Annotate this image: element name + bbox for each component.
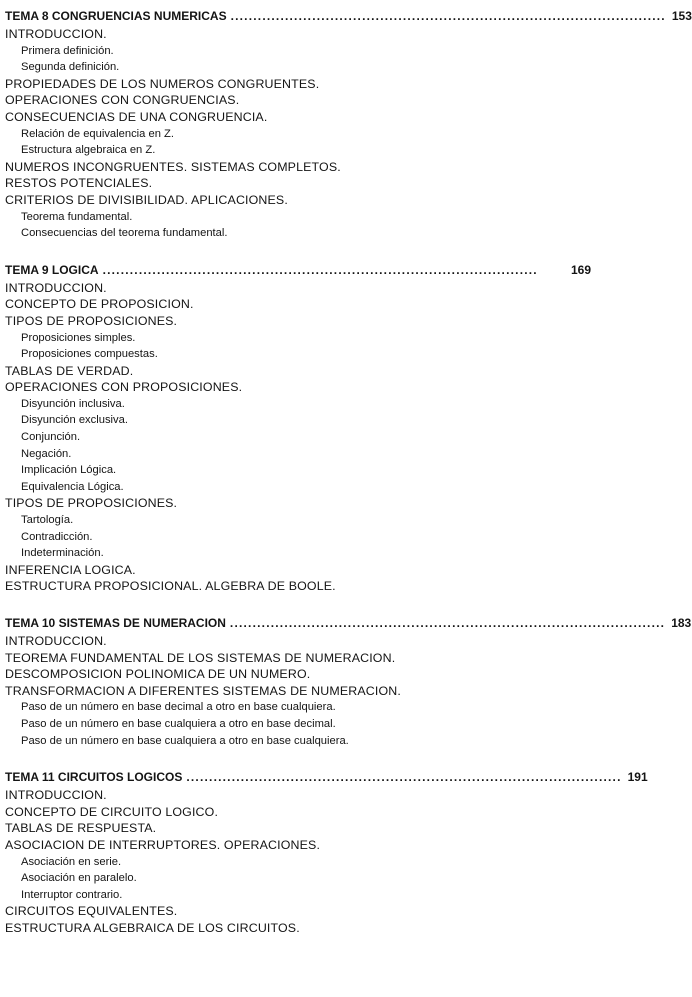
section-heading <box>5 261 591 280</box>
toc-subentry: Segunda definición. <box>21 61 120 74</box>
toc-entry: CONCEPTO DE CIRCUITO LOGICO. <box>5 804 219 819</box>
toc-entry: TIPOS DE PROPOSICIONES. <box>5 496 178 511</box>
section-title: TEMA 11 CIRCUITOS LOGICOS <box>5 770 183 785</box>
toc-section-tema-10 <box>5 614 692 749</box>
toc-entry: INFERENCIA LOGICA. <box>5 562 136 577</box>
section-heading <box>5 7 692 26</box>
section-heading <box>5 614 692 633</box>
toc-subentry: Consecuencias del teorema fundamental. <box>21 227 228 240</box>
toc-entry: CONSECUENCIAS DE UNA CONGRUENCIA. <box>5 109 268 124</box>
toc-entry: NUMEROS INCONGRUENTES. SISTEMAS COMPLETOS. <box>5 159 341 174</box>
section-title: TEMA 10 SISTEMAS DE NUMERACION <box>5 616 226 630</box>
toc-entry: INTRODUCCION. <box>5 788 107 803</box>
table-of-contents <box>5 7 692 956</box>
section-heading <box>5 768 648 787</box>
section-page-number: 183 <box>671 616 692 630</box>
toc-subentry: Estructura algebraica en Z. <box>21 144 156 157</box>
toc-subentry: Proposiciones simples. <box>21 331 136 344</box>
dot-leader: ................................................................................................ <box>229 616 666 630</box>
toc-subentry: Paso de un número en base cualquiera a otro en base cualquiera. <box>21 734 349 747</box>
toc-subentry: Paso de un número en base cualquiera a otro en base decimal. <box>21 717 336 730</box>
toc-subentry: Relación de equivalencia en Z. <box>21 127 174 140</box>
toc-entry: ESTRUCTURA PROPOSICIONAL. ALGEBRA DE BOOLE. <box>5 579 336 594</box>
toc-entry: CRITERIOS DE DIVISIBILIDAD. APLICACIONES. <box>5 192 288 207</box>
toc-entry: OPERACIONES CON CONGRUENCIAS. <box>5 93 240 108</box>
toc-subentry: Asociación en serie. <box>21 855 122 868</box>
toc-subentry: Interruptor contrario. <box>21 888 123 901</box>
section-page-number: 153 <box>671 9 692 23</box>
section-page-number: 169 <box>570 262 591 277</box>
toc-subentry: Indeterminación. <box>21 547 104 560</box>
toc-entry: OPERACIONES CON PROPOSICIONES. <box>5 380 243 395</box>
toc-subentry: Proposiciones compuestas. <box>21 348 158 361</box>
toc-subentry: Tartología. <box>21 514 74 527</box>
section-title: TEMA 8 CONGRUENCIAS NUMERICAS <box>5 9 227 23</box>
toc-entry: DESCOMPOSICION POLINOMICA DE UN NUMERO. <box>5 667 311 682</box>
toc-subentry: Asociación en paralelo. <box>21 872 137 885</box>
toc-entry: TABLAS DE RESPUESTA. <box>5 821 157 836</box>
section-page-number: 191 <box>627 770 648 785</box>
section-title: TEMA 9 LOGICA <box>5 262 99 277</box>
dot-leader: ................................................................................................ <box>102 262 538 277</box>
toc-subentry: Negación. <box>21 447 72 460</box>
toc-entry: INTRODUCCION. <box>5 634 107 648</box>
toc-subentry: Implicación Lógica. <box>21 464 117 477</box>
toc-section-tema-11 <box>5 768 648 936</box>
toc-entry: ESTRUCTURA ALGEBRAICA DE LOS CIRCUITOS. <box>5 920 300 935</box>
toc-entry: ASOCIACION DE INTERRUPTORES. OPERACIONES. <box>5 837 321 852</box>
toc-entry: CIRCUITOS EQUIVALENTES. <box>5 904 178 919</box>
toc-subentry: Conjunción. <box>21 431 81 444</box>
toc-subentry: Teorema fundamental. <box>21 210 133 223</box>
toc-entry: TRANSFORMACION A DIFERENTES SISTEMAS DE NUMERACION. <box>5 683 401 698</box>
toc-subentry: Contradicción. <box>21 530 93 543</box>
toc-entry: CONCEPTO DE PROPOSICION. <box>5 297 194 312</box>
toc-entry: RESTOS POTENCIALES. <box>5 176 153 191</box>
toc-subentry: Disyunción inclusiva. <box>21 397 125 410</box>
toc-subentry: Disyunción exclusiva. <box>21 414 128 427</box>
toc-entry: INTRODUCCION. <box>5 280 107 295</box>
toc-section-tema-9 <box>5 261 591 595</box>
toc-subentry: Paso de un número en base decimal a otro en base cualquiera. <box>21 701 336 714</box>
toc-subentry: Primera definición. <box>21 44 114 57</box>
toc-entry: TIPOS DE PROPOSICIONES. <box>5 313 178 328</box>
dot-leader: ................................................................................................ <box>186 770 622 785</box>
toc-subentry: Equivalencia Lógica. <box>21 480 124 493</box>
dot-leader: ................................................................................................ <box>230 9 666 23</box>
toc-entry: PROPIEDADES DE LOS NUMEROS CONGRUENTES. <box>5 76 320 91</box>
toc-entry: TEOREMA FUNDAMENTAL DE LOS SISTEMAS DE NUMERACION. <box>5 650 396 665</box>
toc-section-tema-8 <box>5 7 692 242</box>
toc-entry: INTRODUCCION. <box>5 27 107 41</box>
toc-entry: TABLAS DE VERDAD. <box>5 363 134 378</box>
